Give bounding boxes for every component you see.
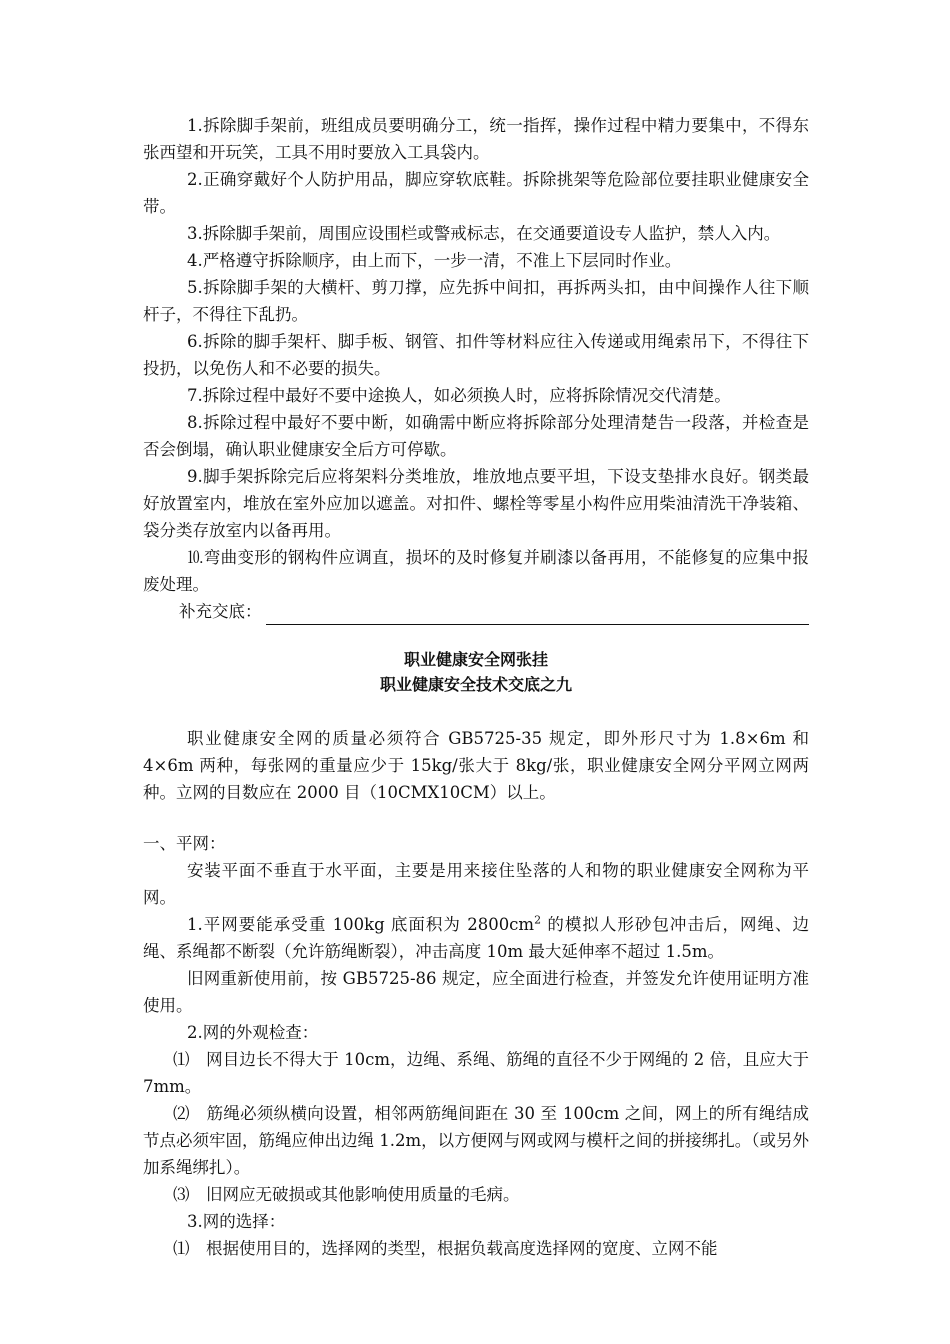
supplement-blank-line xyxy=(266,604,810,625)
item1-text-end: 的模拟人形砂包冲击后，网绳、边绳、系绳都不断裂（允许筋绳断裂），冲击高度 10m 最大延伸率不超过 1.5m。 xyxy=(143,915,809,961)
item1-text-start: 1.平网要能承受重 100kg 底面积为 2800cm xyxy=(187,915,535,934)
flat-net-item-1 xyxy=(143,911,809,965)
paragraph-item-1: 1.拆除脚手架前，班组成员要明确分工，统一指挥，操作过程中精力要集中，不得东张西望和开玩笑，工具不用时要放入工具袋内。 xyxy=(143,116,809,162)
old-net-paragraph: 旧网重新使用前，按 GB5725-86 规定，应全面进行检查，并签发允许使用证明方准使用。 xyxy=(143,969,809,1015)
document-page xyxy=(143,112,809,1262)
paragraph-item-4: 4.严格遵守拆除顺序，由上而下，一步一清，不准上下层同时作业。 xyxy=(187,251,682,270)
paragraph-item-9: 9.脚手架拆除完后应将架料分类堆放，堆放地点要平坦，下设支垫排水良好。钢类最好放置室内，堆放在室外应加以遮盖。对扣件、螺栓等零星小构件应用柴油清洗干净装箱、袋分类存放室内以备再用。 xyxy=(143,467,809,540)
item-3-sub-1: ⑴ 根据使用目的，选择网的类型，根据负载高度选择网的宽度、立网不能 xyxy=(173,1239,718,1258)
paragraph-item-7: 7.拆除过程中最好不要中途换人，如必须换人时，应将拆除情况交代清楚。 xyxy=(187,386,731,405)
item-2-sub-2: ⑵ 筋绳必须纵横向设置，相邻两筋绳间距在 30 至 100cm 之间，网上的所有绳结成节点必须牢固，筋绳应伸出边绳 1.2m，以方便网与网或网与模杆之间的拼接绑扎。（或另外加系绳绑扎）。 xyxy=(143,1104,809,1177)
paragraph-item-6: 6.拆除的脚手架杆、脚手板、钢管、扣件等材料应往入传递或用绳索吊下，不得往下投扔，以免伤人和不必要的损失。 xyxy=(143,332,809,378)
supplement-label: 补充交底： xyxy=(179,602,262,621)
section-title-sub: 职业健康安全技术交底之九 xyxy=(379,675,572,694)
paragraph-item-10: ⒑弯曲变形的钢构件应调直，损坏的及时修复并刷漆以备再用，不能修复的应集中报废处理。 xyxy=(143,548,809,594)
paragraph-item-3: 3.拆除脚手架前，周围应设围栏或警戒标志，在交通要道设专人监护，禁人入内。 xyxy=(187,224,781,243)
paragraph-item-2: 2.正确穿戴好个人防护用品，脚应穿软底鞋。拆除挑架等危险部位要挂职业健康安全带。 xyxy=(143,170,809,216)
heading-flat-net: 一、平网： xyxy=(143,834,226,853)
flat-net-description: 安装平面不垂直于水平面，主要是用来接住坠落的人和物的职业健康安全网称为平网。 xyxy=(143,861,809,907)
paragraph-item-8: 8.拆除过程中最好不要中断，如确需中断应将拆除部分处理清楚告一段落，并检查是否会倒塌，确认职业健康安全后方可停歇。 xyxy=(143,413,809,459)
superscript-two: 2 xyxy=(534,913,542,927)
item-3-heading: 3.网的选择： xyxy=(187,1212,286,1231)
paragraph-item-5: 5.拆除脚手架的大横杆、剪刀撑，应先拆中间扣，再拆两头扣，由中间操作人往下顺杆子，不得往下乱扔。 xyxy=(143,278,809,324)
item-2-heading: 2.网的外观检查： xyxy=(187,1023,319,1042)
spacer xyxy=(143,806,809,830)
section-title-main: 职业健康安全网张挂 xyxy=(403,650,548,669)
supplement-row xyxy=(143,598,809,625)
section-titles xyxy=(143,647,809,697)
item-2-sub-3: ⑶ 旧网应无破损或其他影响使用质量的毛病。 xyxy=(173,1185,520,1204)
intro-paragraph: 职业健康安全网的质量必须符合 GB5725-35 规定，即外形尺寸为 1.8×6m 和 4×6m 两种，每张网的重量应少于 15kg/张大于 8kg/张，职业健康安全网分平网立网两种。立网的目数应在 2000 目（10CMX10CM）以上。 xyxy=(143,729,809,802)
item-2-sub-1: ⑴ 网目边长不得大于 10cm，边绳、系绳、筋绳的直径不少于网绳的 2 倍，且应大于 7mm。 xyxy=(143,1050,809,1096)
